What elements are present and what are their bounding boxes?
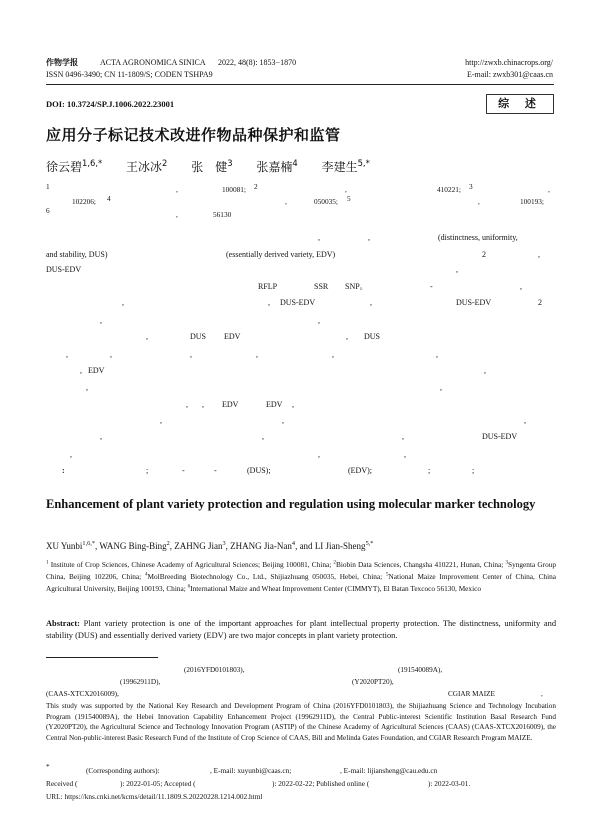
author-en-3: ZAHNG Jian$^3$ (174, 540, 226, 551)
doi[interactable]: DOI: 10.3724/SP.J.1006.2022.23001 (46, 99, 175, 109)
article-type-badge: 综 述 (486, 94, 554, 114)
journal-url[interactable]: http://zwxb.chinacrops.org/ (465, 58, 553, 67)
author-en-2: WANG Bing-Bing$^2$ (99, 540, 170, 551)
author-en-4: ZHANG Jia-Nan$^4$ (230, 540, 296, 551)
author-cn-1: 徐云碧$^{1,6,*}$ (46, 158, 103, 174)
author-cn-4: 张嘉楠$^4$ (256, 158, 298, 174)
funding-en: This study was supported by the National Key Research and Development Program of China (2016YFD0101803), the Shijiazhuang Science and Technology Incubation Program (191540089A), the Hebei Innovation Capability Enhancement Project (19962911D), the Central Public-interest Scientific Institution Basal Research Fund (Y2020PT20), the Agricultural Science and Technology Innovation Program (ASTIP) of the Chinese Academy of Agricultural Sciences (CAAS) (CAAS-XTCX2016009), the Central Non-public-interest Basic Research Fund of the Institute of Crop Science of CAAS, Bill and Melinda Gates Foundation, and CGIAR Research Program MAIZE. (46, 702, 556, 742)
journal-name-en: ACTA AGRONOMICA SINICA (100, 58, 206, 67)
journal-email[interactable]: E-mail: zwxb301@caas.cn (466, 70, 553, 79)
authors-en: XU Yunbi$^{1,6,*}$, WANG Bing-Bing$^2$, ZAHNG Jian$^3$, ZHANG Jia-Nan$^4$, and LI Jian-Sheng$^{5,*}$ (46, 540, 374, 551)
abstract-en: Abstract: Plant variety protection is one of the important approaches for plant intellectual property protection. The distinctness, uniformity and stability (DUS) and essentially derived variety (EDV) are two major concepts in plant variety protection. (46, 619, 557, 640)
article-url[interactable]: URL: https://kns.cnki.net/kcms/detail/11.1809.S.20220228.1214.002.html (46, 792, 263, 801)
title-cn: 应用分子标记技术改进作物品种保护和监管 (46, 126, 341, 144)
author-en-5: LI Jian-Sheng$^{5,*}$ (314, 540, 374, 551)
affiliations-en: $^1$ Institute of Crop Sciences, Chinese Academy of Agricultural Sciences; Beijing 100081, China; $^2$Biobin Data Sciences, Changsha 410221, Hunan, China; $^3$Syngenta Group China, Beijing 102206, China; $^4$MolBreeding Biotechnology Co., Ltd., Shijiazhuang 050035, Hebei, China; $^5$National Maize Improvement Center of China, China Agricultural University, Beijing 100193, China; $^6$International Maize and Wheat Improvement Center (CIMMYT), El Batan Texcoco 56130, Mexico (46, 559, 557, 593)
header-rule (46, 84, 554, 85)
author-en-1: XU Yunbi$^{1,6,*}$ (46, 540, 96, 551)
title-en: Enhancement of plant variety protection and regulation using molecular marker technology (46, 497, 536, 511)
authors-cn (46, 158, 370, 175)
issn-line: ISSN 0496-3490; CN 11-1809/S; CODEN TSHPA9 (46, 70, 213, 79)
journal-name-cn: 作物学报 (46, 58, 78, 67)
footnote-rule (46, 657, 158, 658)
author-cn-2: 王冰冰$^2$ (126, 158, 168, 174)
volume-info: 2022, 48(8): 1853−1870 (218, 58, 297, 67)
author-cn-5: 李建生$^{5,*}$ (321, 158, 370, 174)
author-cn-3: 张 健$^3$ (191, 158, 233, 174)
